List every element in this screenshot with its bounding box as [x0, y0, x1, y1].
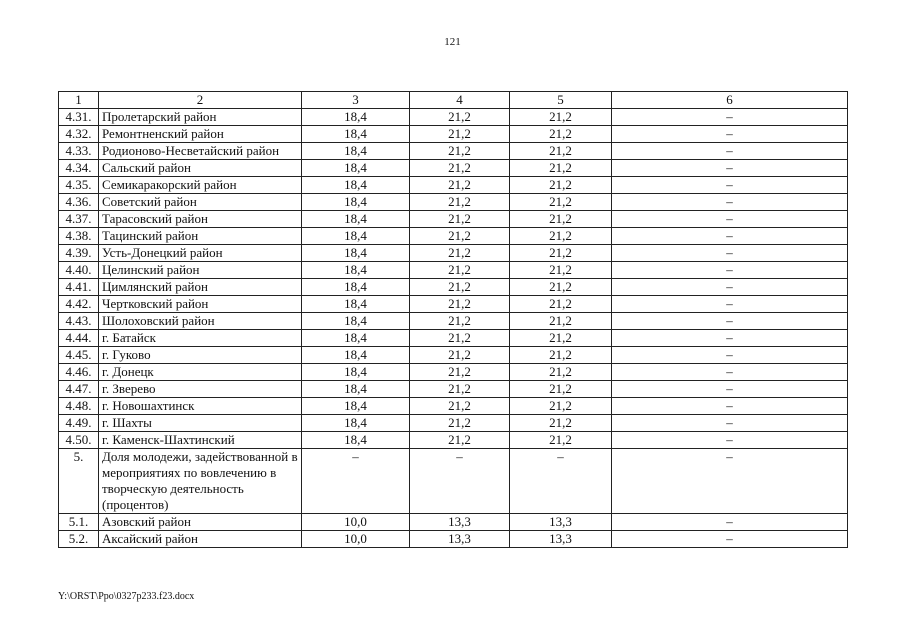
row-value-col3-cell: 18,4: [302, 398, 410, 415]
row-value-col4-cell: 21,2: [410, 364, 510, 381]
row-value-col3-cell: 18,4: [302, 228, 410, 245]
row-value-col3-cell: 18,4: [302, 262, 410, 279]
table-row: [59, 330, 848, 347]
row-value-col3-cell: 18,4: [302, 330, 410, 347]
row-number-cell: 4.45.: [59, 347, 99, 364]
row-value-col5-cell: 21,2: [510, 143, 612, 160]
row-number-cell: 4.40.: [59, 262, 99, 279]
row-value-col6-cell: –: [612, 194, 848, 211]
row-value-col4-cell: 21,2: [410, 262, 510, 279]
row-number-cell: 4.37.: [59, 211, 99, 228]
row-value-col4-cell: 21,2: [410, 211, 510, 228]
row-number-cell: 4.47.: [59, 381, 99, 398]
row-name-cell: Шолоховский район: [99, 313, 302, 330]
row-value-col6-cell: –: [612, 211, 848, 228]
row-number-cell: 5.1.: [59, 514, 99, 531]
header-cell-5: 5: [510, 92, 612, 109]
row-value-col3-cell: 18,4: [302, 313, 410, 330]
table-row: [59, 514, 848, 531]
row-value-col6-cell: –: [612, 262, 848, 279]
header-cell-2: 2: [99, 92, 302, 109]
row-value-col5-cell: 13,3: [510, 531, 612, 548]
table-row: [59, 364, 848, 381]
row-number-cell: 4.39.: [59, 245, 99, 262]
table-row: [59, 262, 848, 279]
row-value-col6-cell: –: [612, 531, 848, 548]
row-value-col5-cell: 21,2: [510, 279, 612, 296]
row-value-col4-cell: 21,2: [410, 381, 510, 398]
table-row: [59, 432, 848, 449]
row-value-col5-cell: 21,2: [510, 415, 612, 432]
row-value-col4-cell: 13,3: [410, 531, 510, 548]
row-value-col3-cell: 18,4: [302, 126, 410, 143]
table-row: [59, 381, 848, 398]
row-value-col3-cell: 18,4: [302, 194, 410, 211]
row-number-cell: 4.43.: [59, 313, 99, 330]
row-value-col5-cell: 21,2: [510, 313, 612, 330]
row-value-col6-cell: –: [612, 330, 848, 347]
row-number-cell: 4.42.: [59, 296, 99, 313]
row-number-cell: 4.34.: [59, 160, 99, 177]
table-row: [59, 177, 848, 194]
row-number-cell: 4.31.: [59, 109, 99, 126]
data-table: [58, 91, 848, 548]
row-value-col4-cell: 21,2: [410, 160, 510, 177]
row-number-cell: 5.: [59, 449, 99, 514]
row-value-col3-cell: 18,4: [302, 143, 410, 160]
table-row: [59, 531, 848, 548]
page-number: 121: [444, 36, 461, 48]
row-value-col5-cell: 21,2: [510, 109, 612, 126]
row-value-col6-cell: –: [612, 245, 848, 262]
row-name-cell: Пролетарский район: [99, 109, 302, 126]
header-cell-4: 4: [410, 92, 510, 109]
row-value-col6-cell: –: [612, 109, 848, 126]
row-name-cell: Доля молодежи, задействованной в мероприятиях по вовлечению в творческую деятельность (процентов): [99, 449, 302, 514]
row-value-col4-cell: 21,2: [410, 228, 510, 245]
table-row: [59, 228, 848, 245]
row-name-cell: Родионово-Несветайский район: [99, 143, 302, 160]
row-value-col3-cell: 18,4: [302, 279, 410, 296]
file-path-footer: Y:\ORST\Ppo\0327p233.f23.docx: [58, 591, 195, 602]
row-value-col6-cell: –: [612, 432, 848, 449]
table-row: [59, 296, 848, 313]
row-number-cell: 4.36.: [59, 194, 99, 211]
row-name-cell: г. Каменск-Шахтинский: [99, 432, 302, 449]
row-name-cell: Усть-Донецкий район: [99, 245, 302, 262]
row-name-cell: г. Новошахтинск: [99, 398, 302, 415]
row-number-cell: 5.2.: [59, 531, 99, 548]
row-value-col5-cell: 21,2: [510, 160, 612, 177]
row-value-col3-cell: 18,4: [302, 245, 410, 262]
header-cell-1: 1: [59, 92, 99, 109]
row-name-cell: г. Гуково: [99, 347, 302, 364]
row-value-col4-cell: 21,2: [410, 143, 510, 160]
row-value-col6-cell: –: [612, 177, 848, 194]
row-value-col5-cell: 21,2: [510, 330, 612, 347]
row-value-col6-cell: –: [612, 313, 848, 330]
row-value-col6-cell: –: [612, 279, 848, 296]
row-value-col3-cell: 18,4: [302, 364, 410, 381]
row-value-col4-cell: 21,2: [410, 347, 510, 364]
row-value-col4-cell: 21,2: [410, 296, 510, 313]
row-value-col5-cell: 21,2: [510, 398, 612, 415]
row-name-cell: г. Шахты: [99, 415, 302, 432]
row-value-col6-cell: –: [612, 228, 848, 245]
row-name-cell: Азовский район: [99, 514, 302, 531]
row-value-col5-cell: 13,3: [510, 514, 612, 531]
row-value-col5-cell: 21,2: [510, 177, 612, 194]
row-number-cell: 4.35.: [59, 177, 99, 194]
row-value-col4-cell: 21,2: [410, 415, 510, 432]
table-row: [59, 313, 848, 330]
row-value-col4-cell: 21,2: [410, 398, 510, 415]
row-value-col4-cell: 21,2: [410, 330, 510, 347]
row-value-col3-cell: 18,4: [302, 432, 410, 449]
row-number-cell: 4.46.: [59, 364, 99, 381]
table-row: [59, 347, 848, 364]
row-value-col3-cell: 18,4: [302, 347, 410, 364]
row-number-cell: 4.44.: [59, 330, 99, 347]
row-name-cell: Сальский район: [99, 160, 302, 177]
table-row: [59, 109, 848, 126]
row-name-cell: Чертковский район: [99, 296, 302, 313]
row-value-col5-cell: 21,2: [510, 432, 612, 449]
row-name-cell: Семикаракорский район: [99, 177, 302, 194]
row-value-col3-cell: 18,4: [302, 381, 410, 398]
row-value-col4-cell: 13,3: [410, 514, 510, 531]
row-value-col4-cell: 21,2: [410, 177, 510, 194]
row-name-cell: Целинский район: [99, 262, 302, 279]
row-value-col5-cell: 21,2: [510, 364, 612, 381]
table-row: [59, 398, 848, 415]
row-value-col3-cell: –: [302, 449, 410, 514]
row-value-col3-cell: 18,4: [302, 109, 410, 126]
row-value-col6-cell: –: [612, 381, 848, 398]
row-number-cell: 4.41.: [59, 279, 99, 296]
row-value-col3-cell: 18,4: [302, 296, 410, 313]
row-number-cell: 4.32.: [59, 126, 99, 143]
table-row: [59, 126, 848, 143]
row-value-col4-cell: 21,2: [410, 194, 510, 211]
table-row: [59, 194, 848, 211]
row-value-col5-cell: 21,2: [510, 347, 612, 364]
row-name-cell: г. Донецк: [99, 364, 302, 381]
row-value-col6-cell: –: [612, 160, 848, 177]
row-value-col4-cell: 21,2: [410, 245, 510, 262]
row-name-cell: Тарасовский район: [99, 211, 302, 228]
row-value-col6-cell: –: [612, 364, 848, 381]
row-value-col3-cell: 18,4: [302, 160, 410, 177]
row-name-cell: г. Зверево: [99, 381, 302, 398]
header-cell-6: 6: [612, 92, 848, 109]
table-row: [59, 279, 848, 296]
row-name-cell: Ремонтненский район: [99, 126, 302, 143]
row-name-cell: Советский район: [99, 194, 302, 211]
row-value-col6-cell: –: [612, 296, 848, 313]
row-value-col5-cell: 21,2: [510, 296, 612, 313]
row-value-col5-cell: –: [510, 449, 612, 514]
row-value-col6-cell: –: [612, 143, 848, 160]
row-value-col4-cell: –: [410, 449, 510, 514]
row-value-col6-cell: –: [612, 398, 848, 415]
row-number-cell: 4.38.: [59, 228, 99, 245]
table-row: [59, 415, 848, 432]
row-value-col3-cell: 10,0: [302, 514, 410, 531]
row-value-col4-cell: 21,2: [410, 109, 510, 126]
row-name-cell: Тацинский район: [99, 228, 302, 245]
table-body: [59, 109, 848, 548]
row-value-col6-cell: –: [612, 514, 848, 531]
row-number-cell: 4.33.: [59, 143, 99, 160]
table-row: [59, 245, 848, 262]
row-number-cell: 4.50.: [59, 432, 99, 449]
row-value-col6-cell: –: [612, 415, 848, 432]
row-value-col5-cell: 21,2: [510, 211, 612, 228]
table-row: [59, 160, 848, 177]
row-number-cell: 4.48.: [59, 398, 99, 415]
table-row: [59, 449, 848, 514]
row-value-col3-cell: 18,4: [302, 177, 410, 194]
row-value-col5-cell: 21,2: [510, 126, 612, 143]
row-value-col5-cell: 21,2: [510, 194, 612, 211]
row-value-col3-cell: 18,4: [302, 211, 410, 228]
row-name-cell: Цимлянский район: [99, 279, 302, 296]
row-value-col5-cell: 21,2: [510, 381, 612, 398]
row-value-col5-cell: 21,2: [510, 262, 612, 279]
table-row: [59, 211, 848, 228]
table-row: [59, 143, 848, 160]
row-value-col5-cell: 21,2: [510, 245, 612, 262]
table-header-row: [59, 92, 848, 109]
row-value-col4-cell: 21,2: [410, 432, 510, 449]
row-value-col4-cell: 21,2: [410, 279, 510, 296]
row-value-col6-cell: –: [612, 126, 848, 143]
row-value-col6-cell: –: [612, 347, 848, 364]
row-number-cell: 4.49.: [59, 415, 99, 432]
row-name-cell: г. Батайск: [99, 330, 302, 347]
row-value-col3-cell: 10,0: [302, 531, 410, 548]
row-value-col5-cell: 21,2: [510, 228, 612, 245]
header-cell-3: 3: [302, 92, 410, 109]
row-value-col4-cell: 21,2: [410, 313, 510, 330]
row-name-cell: Аксайский район: [99, 531, 302, 548]
row-value-col3-cell: 18,4: [302, 415, 410, 432]
row-value-col4-cell: 21,2: [410, 126, 510, 143]
row-value-col6-cell: –: [612, 449, 848, 514]
